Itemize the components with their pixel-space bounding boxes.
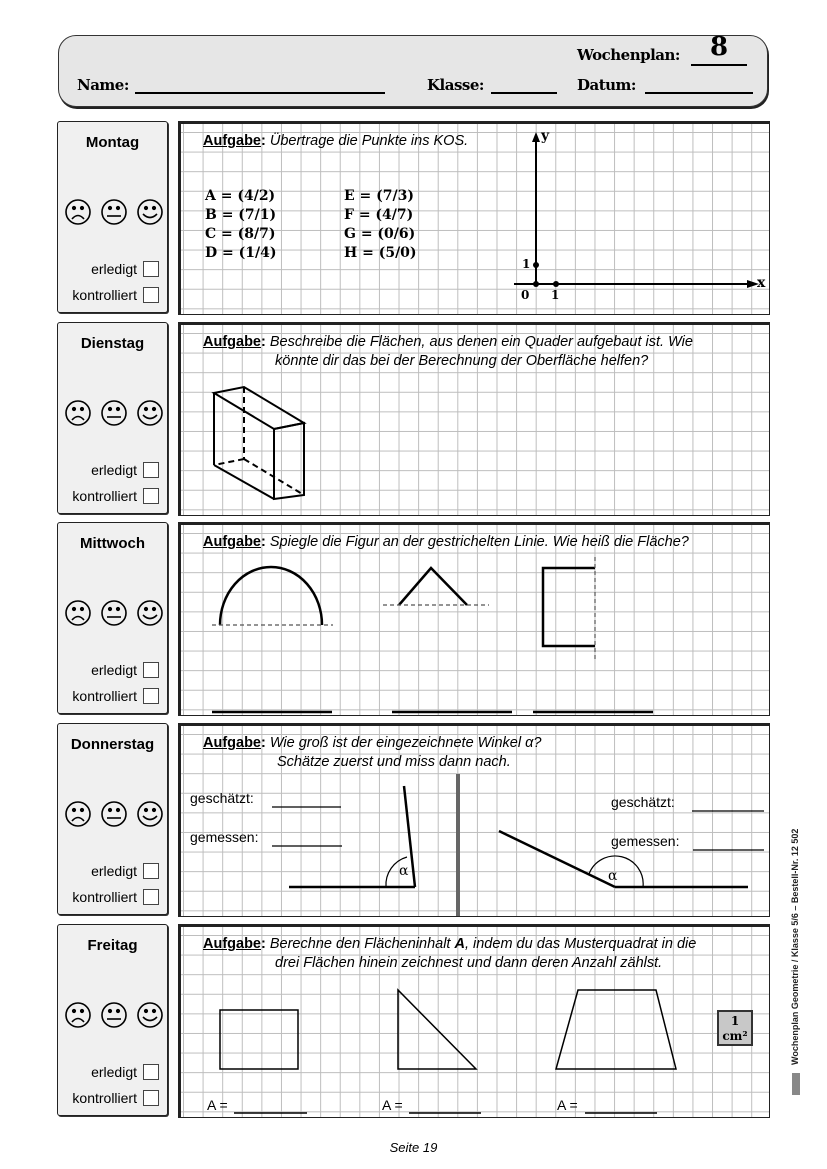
- task-label: Aufgabe: [203, 133, 261, 149]
- done-row: erledigt: [91, 462, 159, 478]
- task-panel-mittwoch: [178, 522, 770, 716]
- task-text: Aufgabe: Übertrage die Punkte ins KOS.: [203, 133, 469, 149]
- y-unit-dot: [533, 262, 539, 268]
- mood-rating[interactable]: [64, 1001, 164, 1029]
- point-f: F = (4/7): [344, 207, 414, 223]
- task-text: Aufgabe: Berechne den Flächeninhalt A, indem du das Musterquadrat in die drei Flächen hinein zeichnest und dann deren Anzahl zählst.: [203, 936, 697, 971]
- task-panel-dienstag: [178, 322, 770, 516]
- task-text: Aufgabe: Spiegle die Figur an der gestrichelten Linie. Wie heiß die Fläche?: [203, 534, 689, 550]
- checked-checkbox[interactable]: [143, 688, 159, 704]
- measured-label-right: gemessen:: [611, 833, 680, 849]
- class-field[interactable]: [491, 76, 557, 94]
- point-b: B = (7/1): [205, 207, 277, 223]
- estimated-label-right: geschätzt:: [611, 794, 675, 810]
- neutral-face-icon: [102, 1003, 126, 1027]
- angle-figures[interactable]: [181, 726, 769, 916]
- coordinate-system[interactable]: [181, 124, 769, 314]
- publisher-info: Wochenplan Geometrie / Klasse 5/6 – Bestell-Nr. 12 502: [790, 829, 800, 1095]
- area-label-1: A =: [207, 1097, 228, 1113]
- sad-face-icon: [66, 802, 90, 826]
- happy-face-icon: [138, 802, 162, 826]
- area-figures[interactable]: [181, 927, 769, 1117]
- task-label: Aufgabe: [203, 936, 261, 952]
- alpha-label-1: α: [399, 863, 409, 879]
- semicircle-figure: [220, 567, 322, 625]
- sad-face-icon: [66, 1003, 90, 1027]
- day-panel-freitag: [57, 924, 168, 1116]
- name-label: Name:: [77, 76, 129, 94]
- y-arrow-icon: [532, 132, 540, 142]
- done-row: erledigt: [91, 261, 159, 277]
- mood-rating[interactable]: [64, 399, 164, 427]
- task-label: Aufgabe: [203, 534, 261, 550]
- angle2-arm: [499, 831, 618, 887]
- day-title: Dienstag: [80, 335, 145, 352]
- day-panel-donnerstag: [57, 723, 168, 915]
- done-checkbox[interactable]: [143, 662, 159, 678]
- origin-label: 0: [521, 288, 530, 302]
- task-panel-montag: [178, 121, 770, 315]
- checked-row: kontrolliert: [72, 488, 159, 504]
- mirror-figures[interactable]: [181, 525, 769, 715]
- mood-rating[interactable]: [64, 800, 164, 828]
- day-panel-montag: [57, 121, 168, 313]
- task-label: Aufgabe: [203, 334, 261, 350]
- point-d: D = (1/4): [205, 245, 277, 261]
- mood-rating[interactable]: [64, 198, 164, 226]
- rectangle-shape: [220, 1010, 298, 1069]
- point-c: C = (8/7): [205, 226, 276, 242]
- task-panel-donnerstag: [178, 723, 770, 917]
- checked-checkbox[interactable]: [143, 287, 159, 303]
- alpha-label-2: α: [608, 868, 618, 884]
- done-checkbox[interactable]: [143, 1064, 159, 1080]
- day-title: Mittwoch: [80, 535, 145, 552]
- day-title: Freitag: [87, 937, 138, 954]
- measured-label-left: gemessen:: [190, 829, 259, 845]
- sad-face-icon: [66, 601, 90, 625]
- done-checkbox[interactable]: [143, 863, 159, 879]
- estimated-label-left: geschätzt:: [190, 790, 254, 806]
- sad-face-icon: [66, 401, 90, 425]
- date-label: Datum:: [577, 76, 636, 94]
- checked-row: kontrolliert: [72, 287, 159, 303]
- checked-checkbox[interactable]: [143, 889, 159, 905]
- sad-face-icon: [66, 200, 90, 224]
- publisher-logo-icon: [792, 1073, 800, 1095]
- task-text: Aufgabe: Beschreibe die Flächen, aus denen ein Quader aufgebaut ist. Wie könnte dir das bei der Berechnung der Oberfläche helfen?: [203, 334, 693, 369]
- checked-row: kontrolliert: [72, 1090, 159, 1106]
- task-panel-freitag: [178, 924, 770, 1118]
- y-unit-label: 1: [522, 257, 531, 271]
- neutral-face-icon: [102, 802, 126, 826]
- checked-checkbox[interactable]: [143, 1090, 159, 1106]
- plan-number: 8: [709, 32, 729, 62]
- point-e: E = (7/3): [344, 188, 414, 204]
- point-g: G = (0/6): [344, 226, 416, 242]
- checked-row: kontrolliert: [72, 889, 159, 905]
- origin-dot: [533, 281, 539, 287]
- happy-face-icon: [138, 601, 162, 625]
- checked-row: kontrolliert: [72, 688, 159, 704]
- header-box: [58, 32, 768, 107]
- point-h: H = (5/0): [344, 245, 417, 261]
- triangle-figure: [399, 568, 467, 605]
- neutral-face-icon: [102, 401, 126, 425]
- point-a: A = (4/2): [205, 188, 276, 204]
- happy-face-icon: [138, 401, 162, 425]
- x-unit-label: 1: [551, 288, 560, 302]
- neutral-face-icon: [102, 601, 126, 625]
- trapezoid-shape: [556, 990, 676, 1069]
- day-title: Montag: [85, 134, 140, 151]
- happy-face-icon: [138, 1003, 162, 1027]
- checked-checkbox[interactable]: [143, 488, 159, 504]
- area-label-3: A =: [557, 1097, 578, 1113]
- done-row: erledigt: [91, 1064, 159, 1080]
- neutral-face-icon: [102, 200, 126, 224]
- area-label-2: A =: [382, 1097, 403, 1113]
- task-text: Aufgabe: Wie groß ist der eingezeichnete Winkel α? Schätze zuerst und miss dann nach.: [203, 735, 542, 770]
- day-panel-mittwoch: [57, 522, 168, 714]
- done-checkbox[interactable]: [143, 261, 159, 277]
- mood-rating[interactable]: [64, 599, 164, 627]
- happy-face-icon: [138, 200, 162, 224]
- class-label: Klasse:: [427, 76, 484, 94]
- y-axis-label: y: [541, 128, 550, 144]
- done-row: erledigt: [91, 863, 159, 879]
- cuboid-figure: [181, 325, 769, 515]
- rectangle-figure: [543, 568, 595, 646]
- task-label: Aufgabe: [203, 735, 261, 751]
- triangle-shape: [398, 990, 476, 1069]
- day-title: Donnerstag: [70, 736, 155, 753]
- plan-label: Wochenplan:: [577, 46, 680, 64]
- date-field[interactable]: [645, 76, 753, 94]
- page-number: Seite 19: [389, 1140, 438, 1155]
- unit-square: 1 cm²: [717, 1010, 753, 1046]
- done-row: erledigt: [91, 662, 159, 678]
- name-field[interactable]: [135, 76, 385, 94]
- x-axis-label: x: [757, 275, 766, 291]
- done-checkbox[interactable]: [143, 462, 159, 478]
- day-panel-dienstag: [57, 322, 168, 514]
